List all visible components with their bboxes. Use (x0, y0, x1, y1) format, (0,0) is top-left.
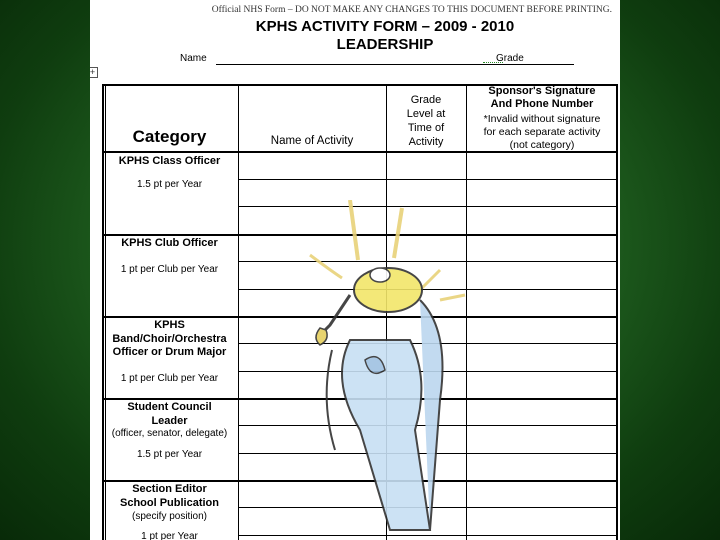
grade-label: Grade (496, 53, 524, 64)
header-grade-level (387, 93, 465, 149)
header-grade-line-3: Time of (407, 122, 445, 134)
header-grade-line-4: Activity (408, 136, 444, 148)
name-field[interactable] (216, 64, 486, 65)
points-student-council: 1.5 pt per Year (136, 449, 203, 460)
category-band-line-3: Officer or Drum Major (112, 346, 227, 358)
category-band-line-1: KPHS (154, 319, 185, 331)
category-band-officer (102, 319, 237, 360)
header-sponsor (467, 85, 617, 152)
header-sponsor-note-1: *Invalid without signature (483, 113, 601, 125)
category-band-line-2: Band/Choir/Orchestra (112, 332, 227, 345)
table-move-handle[interactable]: + (90, 67, 98, 78)
header-sponsor-line-2: And Phone Number (490, 98, 594, 110)
grade-field[interactable] (482, 64, 574, 65)
category-section-editor (102, 483, 237, 510)
category-editor-line-2: School Publication (119, 496, 219, 509)
points-band-officer: 1 pt per Club per Year (120, 373, 219, 384)
header-name-of-activity: Name of Activity (270, 135, 354, 147)
header-grade-line-2: Level at (406, 108, 446, 120)
table-rule-thin (239, 179, 618, 180)
category-class-officer: KPHS Class Officer (118, 155, 221, 167)
header-sponsor-note-2: for each separate activity (483, 126, 601, 138)
note-student-council: (officer, senator, delegate) (111, 428, 228, 439)
name-label: Name (180, 53, 207, 64)
header-sponsor-note-3: (not category) (509, 139, 575, 151)
points-club-officer: 1 pt per Club per Year (120, 264, 219, 275)
table-column-rule (102, 84, 104, 540)
trumpet-player-clipart (290, 200, 470, 540)
category-council-line-1: Student Council (127, 401, 212, 413)
category-council-line-2: Leader (151, 414, 188, 427)
points-section-editor: 1 pt per Year (141, 531, 198, 540)
category-editor-line-1: Section Editor (132, 483, 207, 495)
header-grade-line-1: Grade (410, 94, 442, 106)
points-class-officer: 1.5 pt per Year (136, 179, 203, 190)
form-subtitle: LEADERSHIP (336, 36, 434, 53)
form-page (90, 0, 620, 540)
official-notice: Official NHS Form – DO NOT MAKE ANY CHANGES TO THIS DOCUMENT BEFORE PRINTING. (211, 5, 612, 15)
category-student-council (102, 401, 237, 428)
table-column-rule (238, 84, 239, 540)
note-section-editor: (specify position) (131, 511, 208, 522)
table-column-rule (616, 84, 618, 540)
category-club-officer: KPHS Club Officer (121, 237, 218, 249)
form-title: KPHS ACTIVITY FORM – 2009 - 2010 (255, 18, 515, 35)
header-category: Category (132, 127, 207, 146)
header-sponsor-line-1: Sponsor's Signature (488, 85, 596, 97)
table-inner-rule (105, 84, 106, 540)
